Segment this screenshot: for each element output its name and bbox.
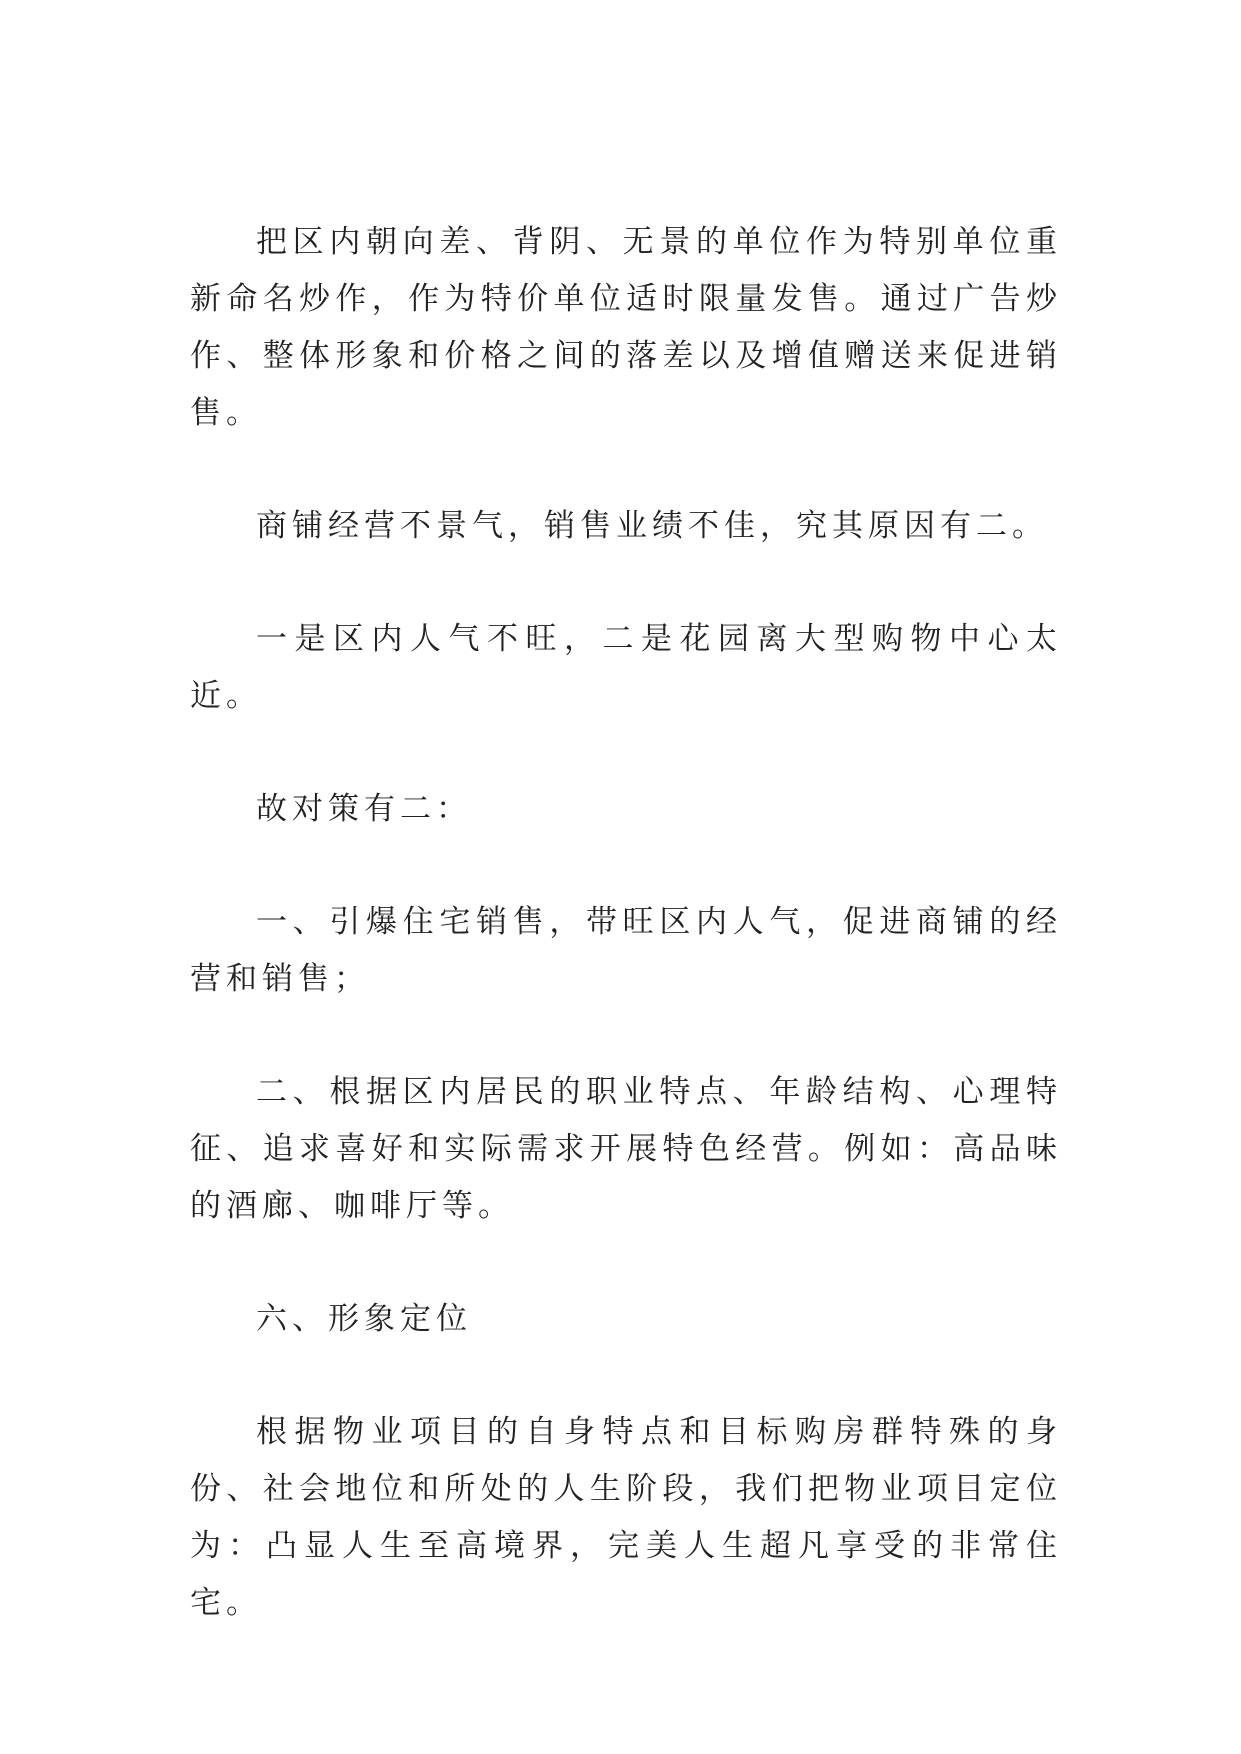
paragraph-two-strategies: 故对策有二： [256,791,472,827]
document-body [190,214,1062,1632]
paragraph-special-units: 把区内朝向差、背阴、无景的单位作为特别单位重新命名炒作，作为特价单位适时限量发售。通过广告炒作、整体形象和价格之间的落差以及增值赠送来促进销售。 [190,224,1062,431]
paragraph-shop-slump: 商铺经营不景气，销售业绩不佳，究其原因有二。 [256,508,1048,544]
section-heading-image-positioning: 六、形象定位 [256,1301,472,1337]
paragraph-positioning: 根据物业项目的自身特点和目标购房群特殊的身份、社会地位和所处的人生阶段，我们把物业项目定位为：凸显人生至高境界，完美人生超凡享受的非常住宅。 [190,1414,1062,1621]
paragraph-strategy-two: 二、根据区内居民的职业特点、年龄结构、心理特征、追求喜好和实际需求开展特色经营。例如：高品味的酒廊、咖啡厅等。 [190,1074,1062,1224]
paragraph-two-reasons: 一是区内人气不旺，二是花园离大型购物中心太近。 [190,621,1062,714]
paragraph-strategy-one: 一、引爆住宅销售，带旺区内人气，促进商铺的经营和销售； [190,904,1062,997]
